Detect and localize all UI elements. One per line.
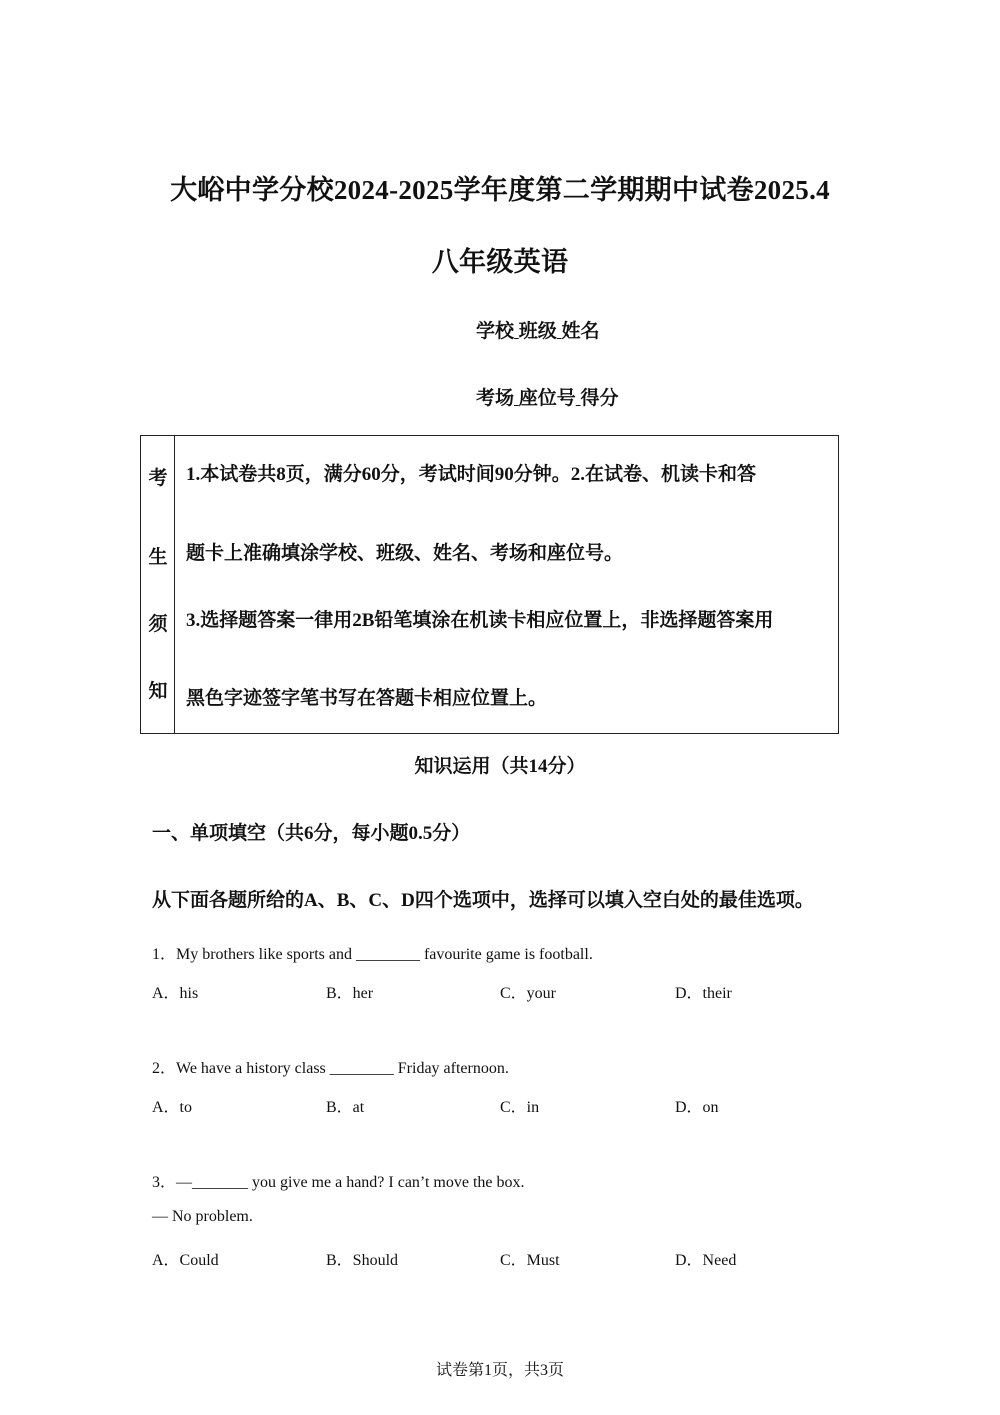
notice-line: 3.选择题答案一律用2B铅笔填涂在机读卡相应位置上，非选择题答案用 [186,610,774,631]
exam-notice-box [140,435,839,734]
seat-number-label: 座位号 [518,388,576,409]
exam-title: 大峪中学分校2024-2025学年度第二学期期中试卷2025.4 [170,175,830,205]
part-heading: 一、单项填空（共6分，每小题0.5分） [152,823,471,844]
option-a: A．his [152,985,199,1002]
option-a: A．Could [152,1252,219,1269]
option-c: C．Must [500,1252,560,1269]
info-line-1 [476,316,600,343]
option-d: D．Need [675,1252,737,1269]
exam-room-label: 考场 [476,388,515,409]
question-stem: 3．—_______ you give me a hand? I can’t move the box. [152,1174,525,1191]
option-d: D．their [675,985,732,1002]
exam-subject: 八年级英语 [431,247,569,277]
option-b: B．at [326,1099,365,1116]
option-a: A．to [152,1099,193,1116]
question-stem: 2．We have a history class ________ Friday afternoon. [152,1060,509,1077]
notice-line: 题卡上准确填涂学校、班级、姓名、考场和座位号。 [186,543,624,564]
school-label: 学校 [476,321,515,342]
section-title: 知识运用（共14分） [414,756,586,777]
name-label: 姓名 [561,321,600,342]
question-reply: — No problem. [152,1208,253,1225]
info-line-2 [476,383,619,410]
option-c: C．your [500,985,557,1002]
notice-label-char: 知 [148,681,168,702]
notice-label-char: 须 [148,614,168,635]
part-instruction: 从下面各题所给的A、B、C、D四个选项中，选择可以填入空白处的最佳选项。 [152,890,814,911]
question-stem: 1．My brothers like sports and ________ favourite game is football. [152,946,593,963]
option-c: C．in [500,1099,540,1116]
option-b: B．her [326,985,374,1002]
class-label: 班级 [518,321,557,342]
page-footer: 试卷第1页，共3页 [435,1362,564,1379]
notice-label-char: 生 [148,547,168,568]
notice-line: 1.本试卷共8页，满分60分，考试时间90分钟。2.在试卷、机读卡和答 [186,464,757,485]
notice-label-column [141,436,175,733]
option-d: D．on [675,1099,719,1116]
option-b: B．Should [326,1252,399,1269]
notice-line: 黑色字迹签字笔书写在答题卡相应位置上。 [186,688,548,709]
notice-label-char: 考 [148,468,168,489]
score-label: 得分 [580,388,619,409]
